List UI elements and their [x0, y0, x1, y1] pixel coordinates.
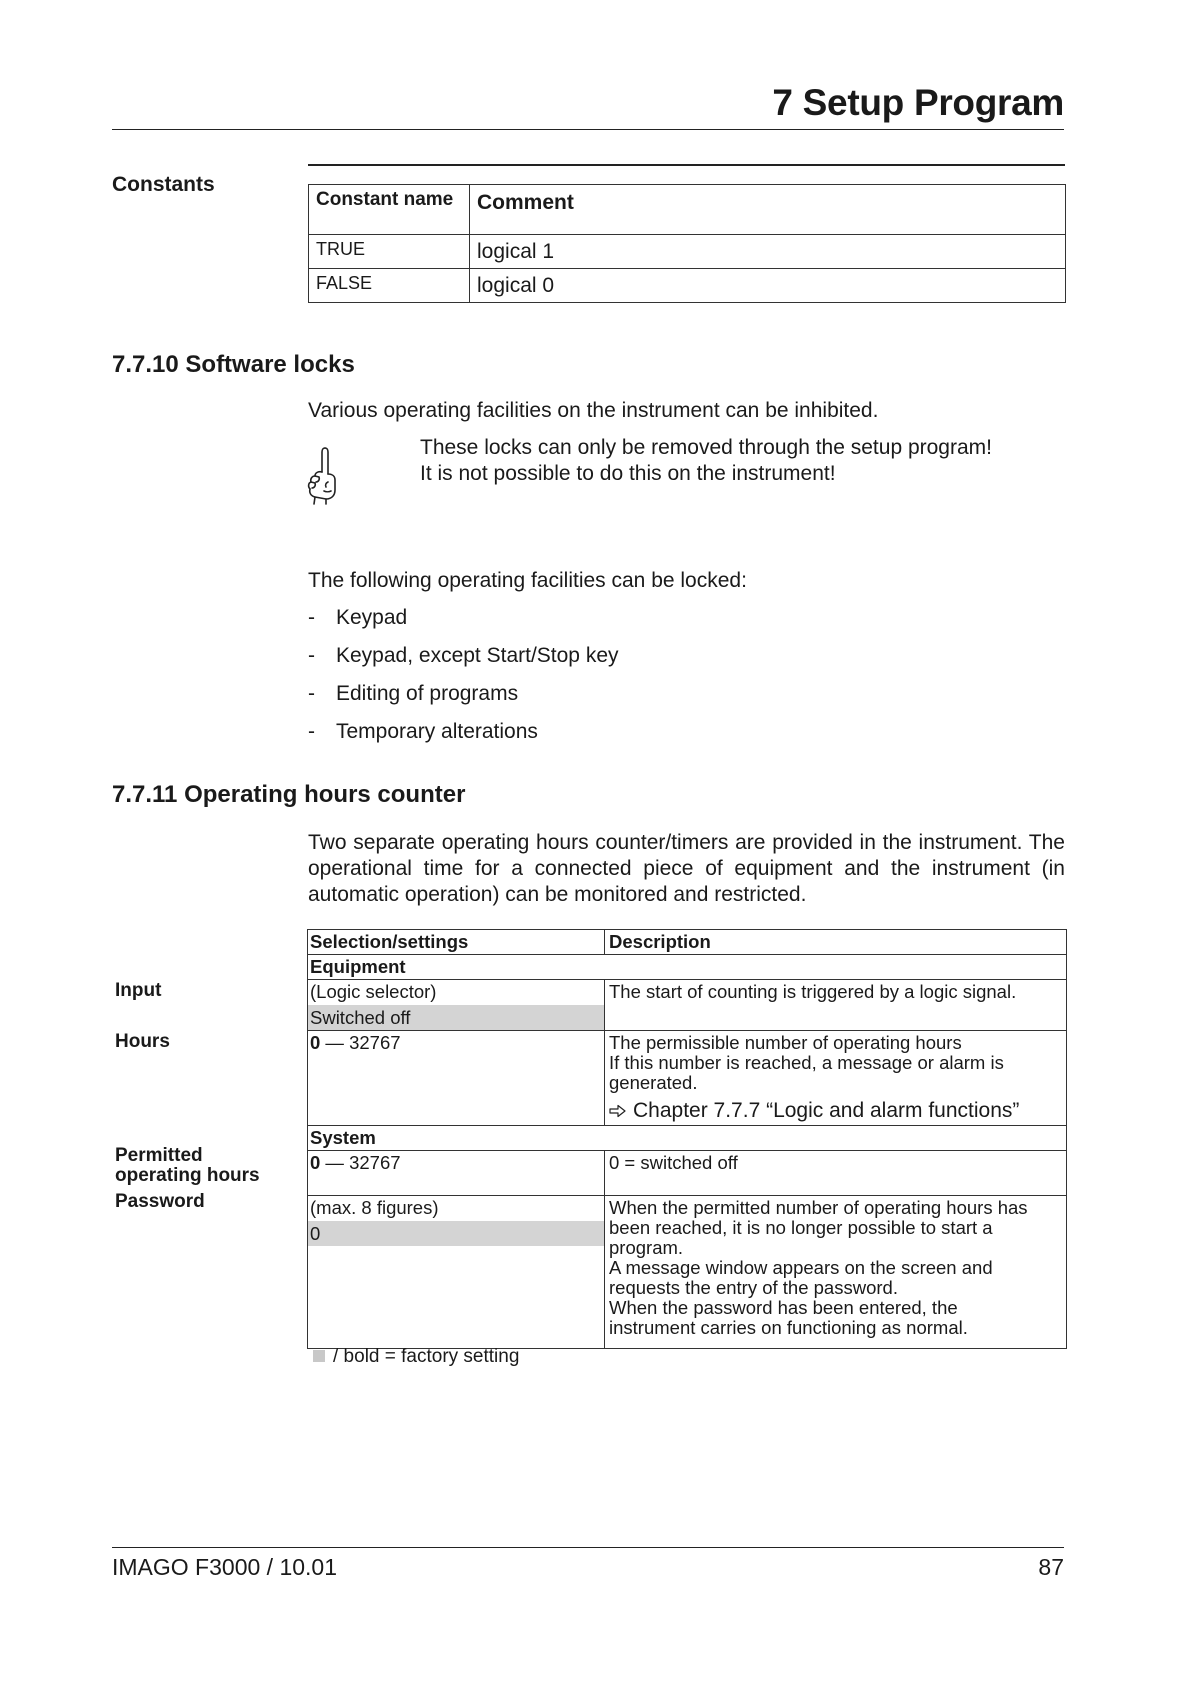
row-divider [307, 954, 1067, 955]
list-item [308, 719, 619, 757]
col-divider [604, 929, 605, 954]
arrow-right-icon [609, 1104, 627, 1118]
password-desc-line: When the permitted number of operating hours has [609, 1197, 1028, 1218]
chapter-reference [609, 1100, 1019, 1122]
permitted-range [310, 1153, 401, 1173]
list-bullet: - [308, 720, 315, 743]
list-item [308, 643, 619, 681]
hours-range-rest: — 32767 [320, 1032, 401, 1053]
col-divider [604, 979, 605, 1125]
row-divider [307, 1030, 1067, 1031]
permitted-description: 0 = switched off [609, 1152, 738, 1173]
permitted-default: 0 [310, 1152, 321, 1173]
hours-desc-line-3: generated. [609, 1072, 698, 1093]
table-row [309, 235, 1066, 269]
pointing-hand-icon [304, 446, 346, 506]
constant-comment: logical 0 [470, 269, 1066, 303]
permitted-range-rest: — 32767 [320, 1152, 401, 1173]
row-divider [307, 1195, 1067, 1196]
password-desc-line: A message window appears on the screen and [609, 1257, 993, 1278]
constants-label: Constants [112, 173, 215, 196]
list-item-text: Keypad, except Start/Stop key [336, 644, 619, 667]
hours-counter-intro: Two separate operating hours counter/timers are provided in the instrument. The operational time for a connected piece of equipment and the instrument (in automatic operation) can be monitored and restricted. [308, 831, 1065, 906]
group-system: System [310, 1127, 376, 1148]
list-item-text: Editing of programs [336, 682, 519, 705]
group-equipment: Equipment [310, 956, 406, 977]
password-desc-line: been reached, it is no longer possible to start a [609, 1217, 993, 1238]
section-heading-hours-counter: 7.7.11 Operating hours counter [112, 781, 466, 808]
constants-header-row [309, 185, 1066, 235]
list-bullet: - [308, 644, 315, 667]
row-label-permitted-1: Permitted [115, 1145, 203, 1166]
list-item-text: Keypad [336, 606, 408, 629]
list-intro: The following operating facilities can be locked: [308, 569, 747, 592]
hours-desc-line-2: If this number is reached, a message or alarm is [609, 1052, 1004, 1073]
table-legend [313, 1346, 519, 1368]
input-option-switched-off: Switched off [310, 1007, 411, 1028]
hours-default: 0 [310, 1032, 321, 1053]
col-constant-name: Constant name [309, 185, 470, 235]
software-locks-intro: Various operating facilities on the instrument can be inhibited. [308, 399, 879, 422]
password-option-max: (max. 8 figures) [310, 1197, 439, 1218]
list-bullet: - [308, 682, 315, 705]
note-line-2: It is not possible to do this on the instrument! [420, 462, 836, 485]
footer-rule [112, 1547, 1064, 1548]
password-desc-line: program. [609, 1237, 684, 1258]
col-divider [604, 1150, 605, 1348]
legend-text: / bold = factory setting [333, 1346, 520, 1367]
constants-table [308, 184, 1066, 303]
password-option-default: 0 [310, 1223, 321, 1244]
input-description: The start of counting is triggered by a logic signal. [609, 981, 1017, 1002]
list-item [308, 681, 619, 719]
col-description: Description [609, 931, 711, 952]
row-divider [307, 1150, 1067, 1151]
constants-rule [308, 164, 1065, 166]
list-item [308, 605, 619, 643]
password-desc-line: instrument carries on functioning as normal. [609, 1317, 968, 1338]
password-desc-line: When the password has been entered, the [609, 1297, 958, 1318]
row-label-password: Password [115, 1191, 205, 1212]
shade-swatch [313, 1350, 325, 1362]
constant-name: TRUE [309, 235, 470, 269]
constant-name: FALSE [309, 269, 470, 303]
page-number: 87 [1038, 1554, 1064, 1580]
list-bullet: - [308, 606, 315, 629]
constant-comment: logical 1 [470, 235, 1066, 269]
section-heading-software-locks: 7.7.10 Software locks [112, 351, 355, 378]
row-divider [307, 979, 1067, 980]
hours-range [310, 1033, 401, 1053]
note-line-1: These locks can only be removed through the setup program! [420, 436, 992, 459]
hours-counter-table [307, 929, 1067, 1349]
row-label-input: Input [115, 980, 162, 1001]
header-rule [112, 129, 1064, 130]
row-label-permitted-2: operating hours [115, 1165, 260, 1186]
lock-list [308, 605, 619, 757]
row-label-hours: Hours [115, 1031, 170, 1052]
footer-document-id: IMAGO F3000 / 10.01 [112, 1554, 338, 1580]
chapter-reference-text: Chapter 7.7.7 “Logic and alarm functions” [633, 1099, 1020, 1122]
hours-desc-line-1: The permissible number of operating hours [609, 1032, 962, 1053]
col-selection-settings: Selection/settings [310, 931, 469, 952]
password-desc-line: requests the entry of the password. [609, 1277, 898, 1298]
list-item-text: Temporary alterations [336, 720, 538, 743]
input-option-logic-selector: (Logic selector) [310, 981, 437, 1002]
row-divider [307, 1125, 1067, 1126]
table-row [309, 269, 1066, 303]
col-comment: Comment [470, 185, 1066, 235]
page-title: 7 Setup Program [772, 82, 1064, 123]
